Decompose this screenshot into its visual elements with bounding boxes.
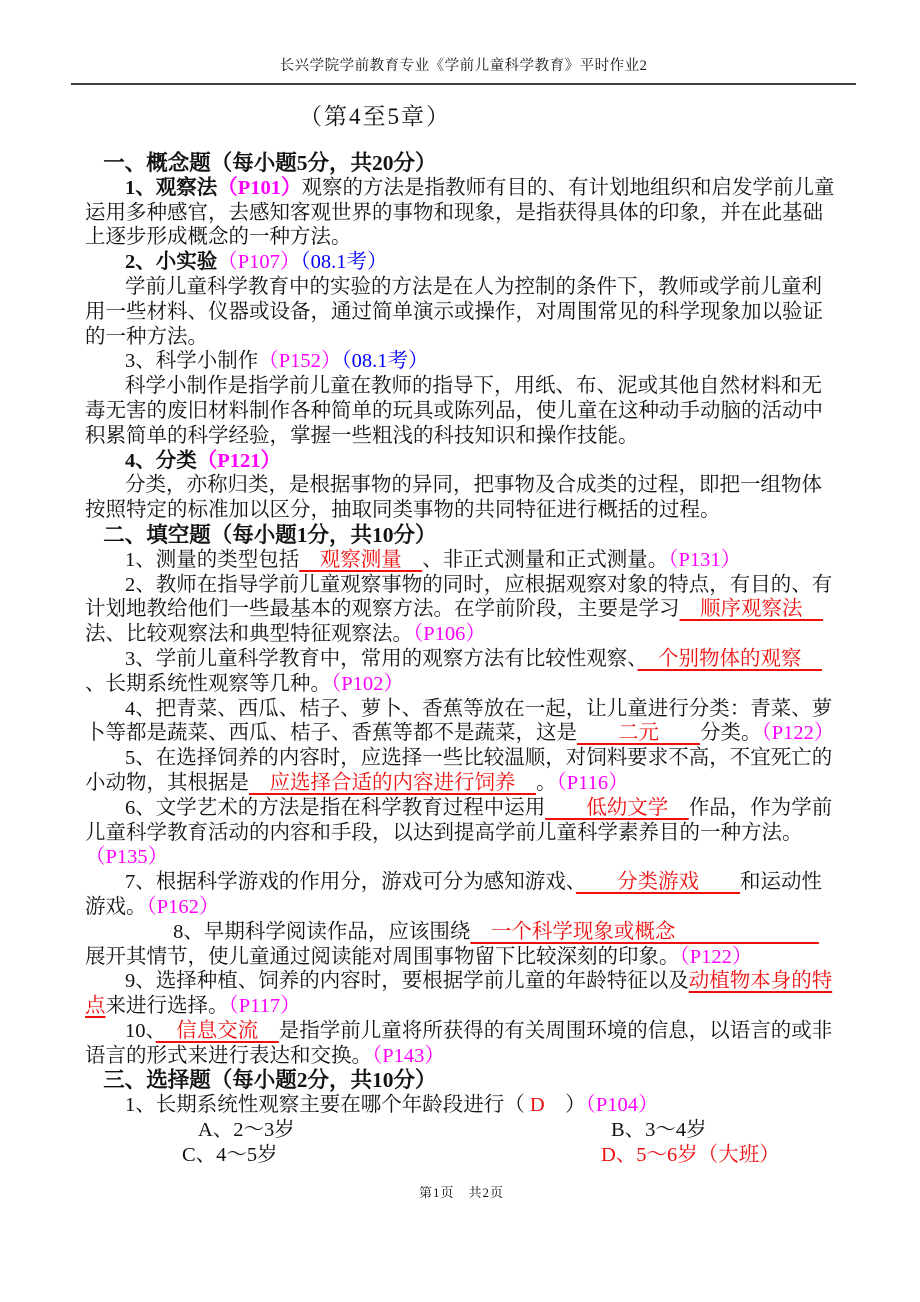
page-reference: （P143） (372, 1044, 445, 1067)
choice-question-1 (85, 1093, 838, 1118)
page-reference: （P162） (146, 895, 220, 918)
exam-note: （08.1考） (300, 251, 388, 274)
text-run: 2、教师在指导学前儿童观察事物的同时，应根据观察对象的特点，有目的、有计划地教给他们一些最基本的观察方法。在学前阶段，主要是学习 (85, 573, 833, 621)
answer-blank: 动植物本身的特点 (85, 970, 833, 1018)
concept-item-2-body (85, 275, 838, 349)
page-reference: （P122） (679, 945, 753, 968)
fill-item-3 (85, 647, 838, 697)
answer-blank: 个别物体的观察 (637, 647, 822, 670)
page-reference: （P106） (413, 623, 486, 646)
text-run: 1、长期系统性观察主要在哪个年龄段进行（ (124, 1094, 530, 1117)
text-run: 9、选择种植、饲养的内容时，要根据学前儿童的年龄特征以及 (124, 970, 689, 993)
answer-blank: 一个科学现象或概念 (470, 920, 819, 943)
answer-blank: 信息交流 (155, 1019, 279, 1042)
text-run: 2、小实验 (124, 251, 218, 274)
text-run: B、3～4岁 (611, 1119, 707, 1142)
answer-blank: 分类游戏 (575, 871, 740, 894)
text-run: 二、填空题（每小题1分，共10分） (103, 522, 437, 547)
text-run: 、长期系统性观察等几种。 (85, 672, 331, 695)
page-reference: （P122） (761, 722, 835, 745)
page-title: （第4至5章） (299, 104, 451, 129)
fill-item-7 (85, 870, 838, 920)
text-run: D (529, 1094, 545, 1117)
text-run: D、5～6岁（大班） (601, 1143, 780, 1166)
exam-note: （08.1考） (341, 350, 429, 373)
fill-item-10 (85, 1019, 838, 1069)
text-run: （P121） (196, 449, 281, 472)
text-run: 4、把青菜、西瓜、桔子、萝卜、香蕉等放在一起，让儿童进行分类：青菜、萝卜等都是蔬菜、西瓜、桔子、香蕉等都不是蔬菜，这是 (85, 697, 833, 745)
text-run: 5、在选择饲养的内容时，应选择一些比较温顺，对饲料要求不高，不宜死亡的小动物，其根据是 (85, 747, 833, 794)
text-run: 4、分类 (124, 449, 197, 472)
page-reference: （P104） (585, 1094, 659, 1117)
answer-blank: 二元 (577, 722, 700, 745)
document-body (85, 151, 838, 1168)
answer-blank: 低幼文学 (545, 796, 689, 819)
section-heading-choices (85, 1068, 838, 1093)
page-reference: （P102） (331, 672, 404, 695)
concept-item-4-title (85, 449, 838, 474)
text-run: 科学小制作是指学前儿童在教师的指导下，用纸、布、泥或其他自然材料和无毒无害的废旧材料制作各种简单的玩具或陈列品，使儿童在这种动手动脑的活动中积累简单的科学经验，掌握一些粗浅的科技知识和操作技能。 (85, 375, 823, 447)
text-run: 7、根据科学游戏的作用分，游戏可分为感知游戏、 (124, 871, 576, 894)
text-run: 6、文学艺术的方法是指在科学教育过程中运用 (124, 796, 546, 819)
text-run: 一、概念题（每小题5分，共20分） (103, 151, 437, 175)
page-reference: （P131） (668, 548, 742, 571)
page-header: 长兴学院学前教育专业《学前儿童科学教育》平时作业2 (71, 56, 856, 85)
concept-item-4-body (85, 473, 838, 523)
fill-item-4 (85, 697, 838, 747)
fill-item-2 (85, 573, 838, 647)
page-reference: （P135） (85, 846, 169, 869)
text-run: 作品，作为学前儿童科学教育活动的内容和手段，以达到提高学前儿童科学素养目的一种方法。 (85, 796, 833, 844)
text-run: 分类，亦称归类，是根据事物的异同，把事物及合成类的过程，即把一组物体按照特定的标准加以区分，抽取同类事物的共同特征进行概括的过程。 (85, 474, 822, 522)
text-run: 8、早期科学阅读作品，应该围绕 (173, 920, 471, 943)
answer-blank: 观察测量 (299, 548, 423, 571)
text-run: 分类。 (700, 722, 762, 745)
section-heading-fill-blanks (85, 523, 838, 548)
text-run: 3、学前儿童科学教育中，常用的观察方法有比较性观察、 (124, 647, 638, 670)
text-run: 10、 (124, 1019, 156, 1042)
text-run: 来进行选择。 (105, 995, 229, 1018)
fill-item-6 (85, 796, 838, 870)
text-run: 展开其情节，使儿童通过阅读能对周围事物留下比较深刻的印象。 (85, 945, 680, 968)
text-run: 是指学前儿童将所获得的有关周围环境的信息，以语言的或非语言的形式来进行表达和交换。 (85, 1019, 833, 1067)
text-run: ） (544, 1094, 586, 1117)
concept-item-2-title (85, 250, 838, 275)
page-reference: （P107） (217, 251, 301, 274)
text-run: 3、科学小制作 (124, 350, 259, 373)
text-run: A、2～3岁 (198, 1119, 295, 1142)
text-run: （P101） (217, 176, 302, 199)
page-reference: （P152） (258, 350, 342, 373)
choice-options-row-2 (85, 1143, 838, 1168)
text-run: 观察的方法是指教师有目的、有计划地组织和启发学前儿童运用多种感官，去感知客观世界的事物和现象，是指获得具体的印象，并在此基础上逐步形成概念的一种方法。 (85, 176, 835, 249)
text-run: 学前儿童科学教育中的实验的方法是在人为控制的条件下，教师或学前儿童利用一些材料、仪器或设备，通过简单演示或操作，对周围常见的科学现象加以验证的一种方法。 (85, 275, 823, 348)
answer-blank: 顺序观察法 (679, 598, 823, 621)
fill-item-5 (85, 746, 838, 796)
answer-blank: 应选择合适的内容进行饲养 (249, 771, 536, 794)
text-run: C、4～5岁 (182, 1143, 278, 1166)
text-run: 法、比较观察法和典型特征观察法。 (85, 623, 413, 646)
text-run: 。 (536, 771, 557, 794)
concept-item-3-title (85, 349, 838, 374)
text-run: 1、测量的类型包括 (124, 548, 300, 571)
page-footer: 第1页 共2页 (418, 1184, 504, 1200)
page-reference: （P116） (556, 771, 629, 794)
fill-item-8 (85, 920, 838, 970)
fill-item-9 (85, 969, 838, 1019)
page-reference: （P117） (228, 995, 301, 1018)
fill-item-1 (85, 548, 838, 573)
text-run: 三、选择题（每小题2分，共10分） (103, 1068, 437, 1093)
concept-item-1 (85, 176, 838, 250)
section-heading-concepts (85, 151, 838, 176)
text-run: 、非正式测量和正式测量。 (422, 548, 669, 571)
concept-item-3-body (85, 374, 838, 448)
text-run: 和运动性游戏。 (85, 871, 822, 918)
text-run: 1、观察法 (124, 176, 218, 199)
choice-options-row-1 (85, 1118, 838, 1143)
